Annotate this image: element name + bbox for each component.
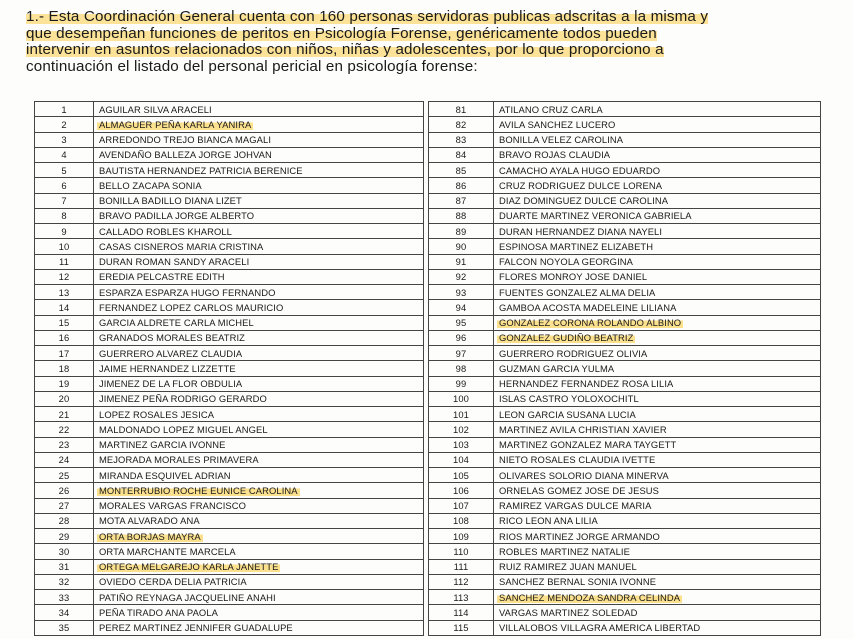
cell-name-wrap — [494, 605, 821, 620]
table-row — [429, 498, 821, 513]
person-name: VILLALOBOS VILLAGRA AMERICA LIBERTAD — [499, 622, 701, 634]
row-number: 17 — [35, 346, 94, 361]
row-number: 26 — [35, 483, 94, 498]
person-name: RICO LEON ANA LILIA — [499, 515, 598, 527]
person-name: MARTINEZ GARCIA IVONNE — [99, 439, 226, 451]
intro-line: continuación el listado del personal pericial en psicología forense: — [26, 57, 478, 75]
table-row — [35, 269, 424, 284]
person-name: PATIÑO REYNAGA JACQUELINE ANAHI — [99, 591, 276, 603]
cell-name-wrap — [94, 574, 424, 589]
cell-name-wrap — [94, 620, 424, 635]
table-row — [429, 407, 821, 422]
table-row — [35, 407, 424, 422]
person-name: SANCHEZ BERNAL SONIA IVONNE — [499, 576, 657, 588]
row-number: 19 — [35, 376, 94, 391]
table-row — [429, 422, 821, 437]
row-number: 114 — [429, 605, 494, 620]
row-number: 91 — [429, 254, 494, 269]
cell-name-wrap — [94, 437, 424, 452]
person-name: JIMENEZ DE LA FLOR OBDULIA — [99, 378, 243, 390]
row-number: 97 — [429, 346, 494, 361]
person-name: MIRANDA ESQUIVEL ADRIAN — [99, 469, 231, 481]
cell-name-wrap — [94, 254, 424, 269]
table-row — [429, 102, 821, 117]
table-row — [35, 529, 424, 544]
person-name: BAUTISTA HERNANDEZ PATRICIA BERENICE — [99, 164, 303, 176]
person-name: MARTINEZ GONZALEZ MARA TAYGETT — [499, 439, 677, 451]
table-row — [429, 483, 821, 498]
cell-name-wrap — [94, 483, 424, 498]
person-name: GAMBOA ACOSTA MADELEINE LILIANA — [499, 301, 677, 313]
row-number: 109 — [429, 529, 494, 544]
table-row — [35, 193, 424, 208]
table-row — [35, 559, 424, 574]
person-name: FALCON NOYOLA GEORGINA — [499, 256, 634, 268]
row-number: 108 — [429, 513, 494, 528]
row-number: 12 — [35, 269, 94, 284]
row-number: 5 — [35, 163, 94, 178]
intro-line: intervenir en asuntos relacionados con niños, niñas y adolescentes, por lo que proporciono a — [26, 41, 664, 59]
table-row — [429, 437, 821, 452]
row-number: 81 — [429, 102, 494, 117]
table-row — [35, 437, 424, 452]
row-number: 8 — [35, 208, 94, 223]
table-row — [429, 315, 821, 330]
person-name: DURAN HERNANDEZ DIANA NAYELI — [499, 225, 663, 237]
person-name: ROBLES MARTINEZ NATALIE — [499, 545, 630, 557]
cell-name-wrap — [94, 269, 424, 284]
cell-name-wrap — [494, 147, 821, 162]
cell-name-wrap — [494, 330, 821, 345]
person-name: MOTA ALVARADO ANA — [99, 515, 200, 527]
row-number: 98 — [429, 361, 494, 376]
cell-name-wrap — [94, 300, 424, 315]
cell-name-wrap — [494, 346, 821, 361]
cell-name-wrap — [94, 193, 424, 208]
row-number: 2 — [35, 117, 94, 132]
cell-name-wrap — [94, 544, 424, 559]
row-number: 9 — [35, 224, 94, 239]
table-row — [35, 346, 424, 361]
person-name: ORTA MARCHANTE MARCELA — [99, 545, 236, 557]
person-name: BRAVO PADILLA JORGE ALBERTO — [99, 210, 255, 222]
table-row — [429, 346, 821, 361]
row-number: 92 — [429, 269, 494, 284]
cell-name-wrap — [494, 391, 821, 406]
person-name: GARCIA ALDRETE CARLA MICHEL — [99, 317, 254, 329]
cell-name-wrap — [494, 208, 821, 223]
person-name: JAIME HERNANDEZ LIZZETTE — [99, 362, 236, 374]
table-row — [429, 376, 821, 391]
cell-name-wrap — [94, 285, 424, 300]
person-name: GRANADOS MORALES BEATRIZ — [99, 332, 245, 344]
row-number: 11 — [35, 254, 94, 269]
person-name: CAMACHO AYALA HUGO EDUARDO — [499, 164, 661, 176]
person-name: ISLAS CASTRO YOLOXOCHITL — [499, 393, 639, 405]
highlighted-name: ORTA BORJAS MAYRA — [99, 530, 201, 542]
cell-name-wrap — [494, 254, 821, 269]
cell-name-wrap — [494, 361, 821, 376]
cell-name-wrap — [494, 529, 821, 544]
cell-name-wrap — [494, 239, 821, 254]
person-name: OVIEDO CERDA DELIA PATRICIA — [99, 576, 247, 588]
highlighted-name: SANCHEZ MENDOZA SANDRA CELINDA — [499, 591, 681, 603]
person-name: BRAVO ROJAS CLAUDIA — [499, 149, 611, 161]
person-name: CRUZ RODRIGUEZ DULCE LORENA — [499, 179, 663, 191]
person-name: PEÑA TIRADO ANA PAOLA — [99, 606, 218, 618]
table-row — [35, 178, 424, 193]
table-row — [429, 117, 821, 132]
table-row — [35, 391, 424, 406]
cell-name-wrap — [494, 513, 821, 528]
cell-name-wrap — [494, 224, 821, 239]
table-row — [429, 285, 821, 300]
cell-name-wrap — [94, 346, 424, 361]
row-number: 29 — [35, 529, 94, 544]
row-number: 7 — [35, 193, 94, 208]
row-number: 28 — [35, 513, 94, 528]
person-name: CALLADO ROBLES KHAROLL — [99, 225, 232, 237]
cell-name-wrap — [494, 163, 821, 178]
row-number: 115 — [429, 620, 494, 635]
person-name: BONILLA VELEZ CAROLINA — [499, 134, 624, 146]
cell-name-wrap — [494, 544, 821, 559]
person-name: EREDIA PELCASTRE EDITH — [99, 271, 225, 283]
person-name: RAMIREZ VARGAS DULCE MARIA — [499, 500, 652, 512]
row-number: 27 — [35, 498, 94, 513]
row-number: 103 — [429, 437, 494, 452]
cell-name-wrap — [94, 529, 424, 544]
person-name: LEON GARCIA SUSANA LUCIA — [499, 408, 636, 420]
table-row — [35, 574, 424, 589]
row-number: 94 — [429, 300, 494, 315]
table-row — [429, 147, 821, 162]
table-row — [35, 498, 424, 513]
highlighted-name: ORTEGA MELGAREJO KARLA JANETTE — [99, 561, 279, 573]
table-row — [429, 224, 821, 239]
row-number: 86 — [429, 178, 494, 193]
row-number: 30 — [35, 544, 94, 559]
row-number: 4 — [35, 147, 94, 162]
cell-name-wrap — [94, 468, 424, 483]
cell-name-wrap — [494, 285, 821, 300]
row-number: 6 — [35, 178, 94, 193]
table-row — [429, 590, 821, 605]
person-name: BONILLA BADILLO DIANA LIZET — [99, 195, 242, 207]
person-name: HERNANDEZ FERNANDEZ ROSA LILIA — [499, 378, 674, 390]
cell-name-wrap — [94, 590, 424, 605]
cell-name-wrap — [94, 361, 424, 376]
cell-name-wrap — [94, 163, 424, 178]
row-number: 31 — [35, 559, 94, 574]
cell-name-wrap — [94, 376, 424, 391]
table-row — [35, 605, 424, 620]
cell-name-wrap — [494, 132, 821, 147]
intro-line: 1.- Esta Coordinación General cuenta con 160 personas servidoras publicas adscritas a la misma y — [26, 8, 709, 25]
cell-name-wrap — [94, 239, 424, 254]
table-row — [35, 254, 424, 269]
row-number: 35 — [35, 620, 94, 635]
person-name: NIETO ROSALES CLAUDIA IVETTE — [499, 454, 656, 466]
table-row — [35, 361, 424, 376]
table-row — [35, 544, 424, 559]
row-number: 102 — [429, 422, 494, 437]
table-row — [429, 208, 821, 223]
row-number: 105 — [429, 468, 494, 483]
row-number: 22 — [35, 422, 94, 437]
cell-name-wrap — [94, 498, 424, 513]
table-row — [429, 163, 821, 178]
table-row — [429, 193, 821, 208]
person-name: CASAS CISNEROS MARIA CRISTINA — [99, 240, 264, 252]
row-number: 84 — [429, 147, 494, 162]
row-number: 32 — [35, 574, 94, 589]
table-row — [35, 513, 424, 528]
table-row — [35, 300, 424, 315]
cell-name-wrap — [494, 437, 821, 452]
table-row — [35, 422, 424, 437]
row-number: 88 — [429, 208, 494, 223]
person-name: FUENTES GONZALEZ ALMA DELIA — [499, 286, 656, 298]
row-number: 14 — [35, 300, 94, 315]
table-row — [429, 254, 821, 269]
table-row — [429, 330, 821, 345]
cell-name-wrap — [494, 452, 821, 467]
person-name: ARREDONDO TREJO BIANCA MAGALI — [99, 134, 272, 146]
person-name: RUIZ RAMIREZ JUAN MANUEL — [499, 561, 637, 573]
cell-name-wrap — [494, 483, 821, 498]
cell-name-wrap — [494, 498, 821, 513]
row-number: 113 — [429, 590, 494, 605]
row-number: 21 — [35, 407, 94, 422]
row-number: 112 — [429, 574, 494, 589]
cell-name-wrap — [94, 178, 424, 193]
table-row — [35, 208, 424, 223]
cell-name-wrap — [494, 590, 821, 605]
personnel-table-right — [428, 101, 821, 636]
row-number: 95 — [429, 315, 494, 330]
row-number: 24 — [35, 452, 94, 467]
cell-name-wrap — [94, 117, 424, 132]
table-row — [429, 513, 821, 528]
cell-name-wrap — [494, 620, 821, 635]
cell-name-wrap — [494, 300, 821, 315]
person-name: PEREZ MARTINEZ JENNIFER GUADALUPE — [99, 622, 293, 634]
table-row — [35, 315, 424, 330]
cell-name-wrap — [94, 147, 424, 162]
person-name: JIMENEZ PEÑA RODRIGO GERARDO — [99, 393, 267, 405]
cell-name-wrap — [494, 422, 821, 437]
cell-name-wrap — [494, 117, 821, 132]
row-number: 10 — [35, 239, 94, 254]
person-name: GUERRERO ALVAREZ CLAUDIA — [99, 347, 243, 359]
table-row — [429, 178, 821, 193]
cell-name-wrap — [94, 330, 424, 345]
cell-name-wrap — [494, 178, 821, 193]
person-name: DIAZ DOMINGUEZ DULCE CAROLINA — [499, 195, 669, 207]
person-name: MARTINEZ AVILA CHRISTIAN XAVIER — [499, 423, 667, 435]
table-row — [35, 285, 424, 300]
cell-name-wrap — [94, 315, 424, 330]
cell-name-wrap — [94, 132, 424, 147]
row-number: 93 — [429, 285, 494, 300]
row-number: 33 — [35, 590, 94, 605]
table-row — [35, 163, 424, 178]
person-name: AGUILAR SILVA ARACELI — [99, 103, 212, 115]
cell-name-wrap — [94, 422, 424, 437]
cell-name-wrap — [494, 269, 821, 284]
cell-name-wrap — [494, 193, 821, 208]
table-row — [35, 147, 424, 162]
highlighted-name: MONTERRUBIO ROCHE EUNICE CAROLINA — [99, 484, 298, 496]
row-number: 34 — [35, 605, 94, 620]
table-row — [35, 483, 424, 498]
table-row — [429, 300, 821, 315]
highlighted-name: GONZALEZ GUDIÑO BEATRIZ — [499, 332, 634, 344]
cell-name-wrap — [94, 102, 424, 117]
row-number: 85 — [429, 163, 494, 178]
intro-paragraph — [26, 9, 844, 75]
cell-name-wrap — [94, 605, 424, 620]
table-row — [35, 590, 424, 605]
highlighted-name: GONZALEZ CORONA ROLANDO ALBINO — [499, 317, 682, 329]
person-name: DURAN ROMAN SANDY ARACELI — [99, 256, 250, 268]
row-number: 106 — [429, 483, 494, 498]
row-number: 89 — [429, 224, 494, 239]
row-number: 18 — [35, 361, 94, 376]
table-row — [35, 468, 424, 483]
table-row — [429, 132, 821, 147]
person-name: ESPINOSA MARTINEZ ELIZABETH — [499, 240, 654, 252]
row-number: 25 — [35, 468, 94, 483]
person-name: OLIVARES SOLORIO DIANA MINERVA — [499, 469, 669, 481]
cell-name-wrap — [94, 208, 424, 223]
table-row — [35, 117, 424, 132]
table-row — [429, 605, 821, 620]
table-row — [429, 620, 821, 635]
highlighted-name: ALMAGUER PEÑA KARLA YANIRA — [99, 118, 252, 130]
person-name: AVENDAÑO BALLEZA JORGE JOHVAN — [99, 149, 272, 161]
cell-name-wrap — [94, 391, 424, 406]
table-row — [35, 376, 424, 391]
person-name: AVILA SANCHEZ LUCERO — [499, 118, 616, 130]
table-row — [429, 452, 821, 467]
row-number: 104 — [429, 452, 494, 467]
intro-line: que desempeñan funciones de peritos en Psicología Forense, genéricamente todos pueden — [26, 24, 657, 42]
row-number: 82 — [429, 117, 494, 132]
cell-name-wrap — [494, 407, 821, 422]
table-row — [35, 239, 424, 254]
table-row — [35, 102, 424, 117]
table-row — [429, 544, 821, 559]
cell-name-wrap — [494, 574, 821, 589]
person-name: ATILANO CRUZ CARLA — [499, 103, 603, 115]
row-number: 20 — [35, 391, 94, 406]
cell-name-wrap — [94, 513, 424, 528]
row-number: 110 — [429, 544, 494, 559]
person-name: RIOS MARTINEZ JORGE ARMANDO — [499, 530, 660, 542]
table-row — [429, 559, 821, 574]
cell-name-wrap — [94, 407, 424, 422]
cell-name-wrap — [494, 376, 821, 391]
cell-name-wrap — [494, 315, 821, 330]
table-row — [429, 468, 821, 483]
personnel-table-left — [34, 101, 424, 636]
row-number: 13 — [35, 285, 94, 300]
row-number: 100 — [429, 391, 494, 406]
cell-name-wrap — [94, 559, 424, 574]
table-row — [429, 529, 821, 544]
person-name: ESPARZA ESPARZA HUGO FERNANDO — [99, 286, 276, 298]
row-number: 111 — [429, 559, 494, 574]
row-number: 99 — [429, 376, 494, 391]
cell-name-wrap — [94, 452, 424, 467]
cell-name-wrap — [494, 559, 821, 574]
person-name: BELLO ZACAPA SONIA — [99, 179, 202, 191]
row-number: 16 — [35, 330, 94, 345]
row-number: 90 — [429, 239, 494, 254]
row-number: 1 — [35, 102, 94, 117]
table-row — [35, 330, 424, 345]
table-row — [35, 224, 424, 239]
person-name: GUERRERO RODRIGUEZ OLIVIA — [499, 347, 648, 359]
person-name: FERNANDEZ LOPEZ CARLOS MAURICIO — [99, 301, 284, 313]
table-row — [429, 269, 821, 284]
table-row — [429, 239, 821, 254]
person-name: MALDONADO LOPEZ MIGUEL ANGEL — [99, 423, 268, 435]
row-number: 23 — [35, 437, 94, 452]
row-number: 15 — [35, 315, 94, 330]
row-number: 87 — [429, 193, 494, 208]
table-row — [35, 452, 424, 467]
row-number: 3 — [35, 132, 94, 147]
person-name: MORALES VARGAS FRANCISCO — [99, 500, 247, 512]
row-number: 101 — [429, 407, 494, 422]
person-name: MEJORADA MORALES PRIMAVERA — [99, 454, 259, 466]
cell-name-wrap — [94, 224, 424, 239]
person-name: FLORES MONROY JOSE DANIEL — [499, 271, 648, 283]
table-row — [429, 361, 821, 376]
person-name: LOPEZ ROSALES JESICA — [99, 408, 215, 420]
person-name: GUZMAN GARCIA YULMA — [499, 362, 615, 374]
person-name: VARGAS MARTINEZ SOLEDAD — [499, 606, 638, 618]
cell-name-wrap — [494, 102, 821, 117]
row-number: 83 — [429, 132, 494, 147]
table-row — [35, 620, 424, 635]
table-row — [429, 574, 821, 589]
table-row — [35, 132, 424, 147]
row-number: 107 — [429, 498, 494, 513]
cell-name-wrap — [494, 468, 821, 483]
table-row — [429, 391, 821, 406]
row-number: 96 — [429, 330, 494, 345]
person-name: DUARTE MARTINEZ VERONICA GABRIELA — [499, 210, 692, 222]
person-name: ORNELAS GOMEZ JOSE DE JESUS — [499, 484, 660, 496]
